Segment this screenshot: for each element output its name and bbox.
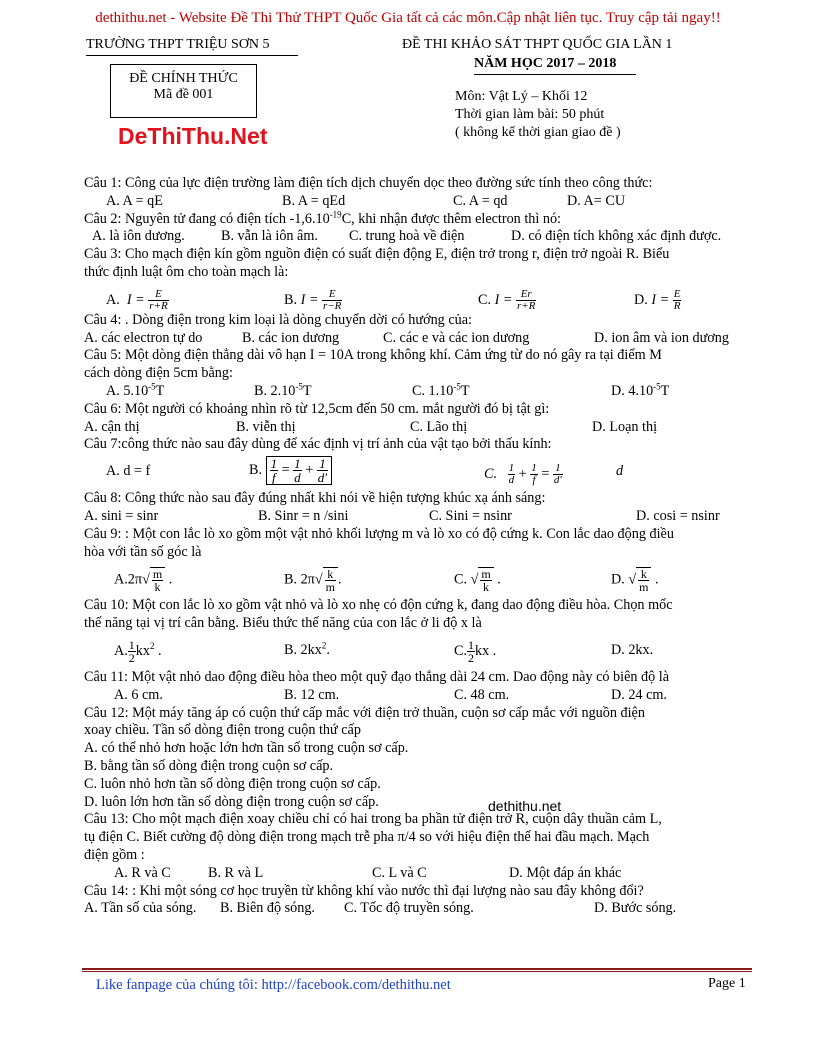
footer-rule xyxy=(82,968,752,970)
q13-option-a: A. R và C xyxy=(114,864,171,881)
q11-option-a: A. 6 cm. xyxy=(114,686,163,703)
question-5-stem-2: cách dòng điện 5cm bằng: xyxy=(84,365,233,382)
duration-line: Thời gian làm bài: 50 phút xyxy=(455,107,605,122)
q13-option-b: B. R và L xyxy=(208,864,264,881)
q2-option-b: B. vẫn là iôn âm. xyxy=(221,228,318,245)
q2-option-d: D. có điện tích không xác định được. xyxy=(511,228,722,245)
q10-option-b: B. $2kx^2$. xyxy=(284,640,330,658)
official-exam-box xyxy=(110,64,257,118)
q3-option-b: B. I = $\frac{E}{r-R}$ xyxy=(284,287,342,312)
q14-option-c: C. Tốc độ truyền sóng. xyxy=(344,900,474,917)
question-7-stem: Câu 7:công thức nào sau đây dùng để xác định vị trí ảnh của vật tạo bởi thấu kính: xyxy=(84,436,552,453)
q4-option-d: D. ion âm và ion dương xyxy=(594,329,729,346)
question-4-stem: Câu 4: . Dòng điện trong kim loại là dòng chuyển dời có hướng của: xyxy=(84,311,472,328)
q6-option-a: A. cận thị xyxy=(84,418,140,435)
question-8-stem: Câu 8: Công thức nào sau đây đúng nhất khi nói về hiện tượng khúc xạ ánh sáng: xyxy=(84,490,546,507)
q12-option-a: A. có thể nhỏ hơn hoặc lớn hơn tần số trong cuộn sơ cấp. xyxy=(84,740,409,757)
question-13-stem-3: điện gồm : xyxy=(84,846,145,863)
question-1-stem: Câu 1: Công của lực điện trường làm điện tích dịch chuyển dọc theo đường sức tính theo công thức: xyxy=(84,175,653,191)
question-3-stem-2: thức định luật ôm cho toàn mạch là: xyxy=(84,263,289,280)
q8-option-c: C. Sini = nsinr xyxy=(429,507,512,524)
q7-option-c: C. $\frac{1}{d}$ + $\frac{1}{f}$ = $\frac{1}{d'}$ xyxy=(484,462,562,487)
q1-option-c: C. A = qd xyxy=(453,192,508,209)
subject-info xyxy=(455,88,621,142)
question-12-stem-1: Câu 12: Một máy tăng áp có cuộn thứ cấp mắc với điện trở thuần, cuộn sơ cấp mắc với nguồn điện xyxy=(84,704,645,721)
q6-option-d: D. Loạn thị xyxy=(592,418,658,435)
q11-option-d: D. 24 cm. xyxy=(611,686,667,703)
q11-option-c: C. 48 cm. xyxy=(454,686,510,703)
question-6-stem: Câu 6: Một người có khoảng nhìn rõ từ 12,5cm đến 50 cm. mắt người đó bị tật gì: xyxy=(84,400,550,417)
question-3-stem-1: Câu 3: Cho mạch điện kín gồm nguồn điện có suất điện động E, điện trở trong r, điện trở ngoài R. Biểu xyxy=(84,246,670,263)
dethithu-watermark: dethithu.net xyxy=(488,798,562,814)
fanpage-link[interactable]: Like fanpage của chúng tôi: http://facebook.com/dethithu.net xyxy=(96,977,451,993)
question-9-stem-1: Câu 9: : Một con lắc lò xo gồm một vật nhỏ khối lượng m và lò xo có độ cứng k. Con lắc dao động điều xyxy=(84,525,674,542)
question-1-options xyxy=(84,193,752,211)
question-7-options xyxy=(84,454,752,490)
question-14-options xyxy=(84,900,752,918)
q2-option-c: C. trung hoà về điện xyxy=(349,228,465,245)
question-5-stem-1: Câu 5: Một dòng điện thẳng dài vô hạn I = 10A trong không khí. Cảm ứng từ do nó gây ra tại điểm M xyxy=(84,347,662,364)
q12-option-c: C. luôn nhỏ hơn tần số dòng điện trong cuộn sơ cấp. xyxy=(84,775,381,792)
q5-option-d: D. $4.10^{-5}T$ xyxy=(611,381,670,399)
exam-code: Mã đề 001 xyxy=(153,87,214,102)
q2-option-a: A. là iôn dương. xyxy=(92,228,185,245)
q2-stem-exp: -19 xyxy=(329,208,342,219)
question-12-stem-2: xoay chiều. Tần số dòng điện trong cuộn thứ cấp xyxy=(84,722,361,739)
q5-option-a: A. $5.10^{-5}T$ xyxy=(106,381,165,399)
q14-option-b: B. Biên độ sóng. xyxy=(220,900,315,917)
q5-option-c: C. $1.10^{-5}T$ xyxy=(412,381,470,399)
question-4-options xyxy=(84,330,752,348)
q8-option-d: D. cosi = nsinr xyxy=(636,507,720,524)
question-3-options xyxy=(84,282,752,312)
q3-option-a: A. I = $\frac{E}{r+R}$ xyxy=(106,287,168,312)
q8-option-b: B. Sinr = n /sini xyxy=(258,507,349,524)
question-8-options xyxy=(84,508,752,526)
duration-note: ( không kể thời gian giao đề ) xyxy=(455,125,621,140)
question-2-options xyxy=(84,228,752,246)
q9-option-c: C. √ $\frac{m}{k}$ . xyxy=(454,567,501,595)
q11-option-b: B. 12 cm. xyxy=(284,686,340,703)
q14-option-a: A. Tần số của sóng. xyxy=(84,900,197,917)
q2-stem-pre: Câu 2: Nguyên tử đang có điện tích -1,6.10 xyxy=(84,210,330,227)
q10-option-c: C. $\frac{1}{2}$ kx . xyxy=(454,637,497,665)
q10-option-a: A. $\frac{1}{2}$ $kx^2$ . xyxy=(114,637,162,665)
q13-option-d: D. Một đáp án khác xyxy=(509,864,622,881)
subject-line: Môn: Vật Lý – Khối 12 xyxy=(455,89,588,104)
q9-option-d: D. √ $\frac{k}{m}$ . xyxy=(611,567,659,595)
question-13-stem-2: tụ điện C. Biết cường độ dòng điện trong mạch trễ pha π/4 so với hiệu điện thế hai đầu mạch. Mạch xyxy=(84,829,650,846)
q2-stem-post: C, khi nhận được thêm electron thì nó: xyxy=(341,210,561,227)
question-10-stem-1: Câu 10: Một con lắc lò xo gồm vật nhỏ và lò xo nhẹ có độn cứng k, đang dao động điều hòa. Chọn mốc xyxy=(84,597,673,614)
official-label: ĐỀ CHÍNH THỨC xyxy=(129,71,238,86)
question-13-options xyxy=(84,865,752,883)
exam-year-underline xyxy=(474,74,636,75)
q4-option-a: A. các electron tự do xyxy=(84,329,203,346)
q7-option-d: d xyxy=(616,463,624,480)
q1-option-a: A. A = qE xyxy=(106,192,163,209)
q7-option-b-formula: $\frac{1}{f}$ = $\frac{1}{d}$ + $\frac{1}{d'}$ xyxy=(266,456,333,485)
q13-option-c: C. L và C xyxy=(372,864,427,881)
q1-option-b: B. A = qEd xyxy=(282,192,346,209)
q7-option-a: A. d = f xyxy=(106,463,151,480)
questions-body xyxy=(84,175,752,918)
question-6-options xyxy=(84,419,752,437)
question-13-stem-1: Câu 13: Cho một mạch điện xoay chiều chỉ có hai trong ba phần tử điện trở R, cuộn dây thuần cảm L, xyxy=(84,811,662,828)
q12-option-d: D. luôn lớn hơn tần số dòng điện trong cuộn sơ cấp. xyxy=(84,793,379,810)
q1-option-d: D. A= CU xyxy=(567,192,626,209)
school-name: TRƯỜNG THPT TRIỆU SƠN 5 xyxy=(86,37,270,52)
q9-option-b: B. 2π√ $\frac{k}{m}$ . xyxy=(284,567,342,595)
footer-rule-thin xyxy=(82,971,752,972)
q3-option-c: C. I = $\frac{Er}{r+R}$ xyxy=(478,287,536,312)
question-2-stem xyxy=(84,208,752,229)
q8-option-a: A. sini = sinr xyxy=(84,507,159,524)
question-10-options xyxy=(84,633,752,669)
dethithu-logo: DeThiThu.Net xyxy=(118,123,268,149)
q4-option-c: C. các e và các ion dương xyxy=(383,329,530,346)
q3-option-d: D. I = $\frac{E}{R}$ xyxy=(634,287,681,312)
question-14-stem: Câu 14: : Khi một sóng cơ học truyền từ không khí vào nước thì đại lượng nào sau đây không đổi? xyxy=(84,882,644,899)
q14-option-d: D. Bước sóng. xyxy=(594,900,677,917)
q12-option-b: B. bằng tần số dòng điện trong cuộn sơ cấp. xyxy=(84,757,334,774)
page-number: Page 1 xyxy=(708,976,746,991)
question-9-options xyxy=(84,561,752,597)
q7-option-b: B. $\frac{1}{f}$ = $\frac{1}{d}$ + $\frac{1}{d'}$ xyxy=(249,456,332,485)
exam-title: ĐỀ THI KHẢO SÁT THPT QUỐC GIA LẦN 1 xyxy=(402,37,673,52)
top-banner-link[interactable]: dethithu.net - Website Đề Thi Thử THPT Quốc Gia tất cả các môn.Cập nhật liên tục. Truy cập tải ngay!! xyxy=(95,10,721,26)
q5-option-b: B. $2.10^{-5}T$ xyxy=(254,381,312,399)
question-10-stem-2: thế năng tại vị trí cân bằng. Biểu thức thế năng của con lắc ở li độ x là xyxy=(84,615,482,632)
q6-option-c: C. Lão thị xyxy=(410,418,468,435)
question-11-stem: Câu 11: Một vật nhỏ dao động điều hòa theo một quỹ đạo thẳng dài 24 cm. Dao động này có biên độ là xyxy=(84,668,669,685)
question-11-options xyxy=(84,687,752,705)
q6-option-b: B. viễn thị xyxy=(236,418,296,435)
school-underline xyxy=(86,55,298,56)
question-9-stem-2: hòa với tần số góc là xyxy=(84,543,202,560)
exam-year: NĂM HỌC 2017 – 2018 xyxy=(474,56,617,71)
q9-option-a: A.2π√ $\frac{m}{k}$ . xyxy=(114,567,173,595)
q4-option-b: B. các ion dương xyxy=(242,329,340,346)
q10-option-d: D. 2kx. xyxy=(611,641,654,658)
question-5-options xyxy=(84,383,752,401)
